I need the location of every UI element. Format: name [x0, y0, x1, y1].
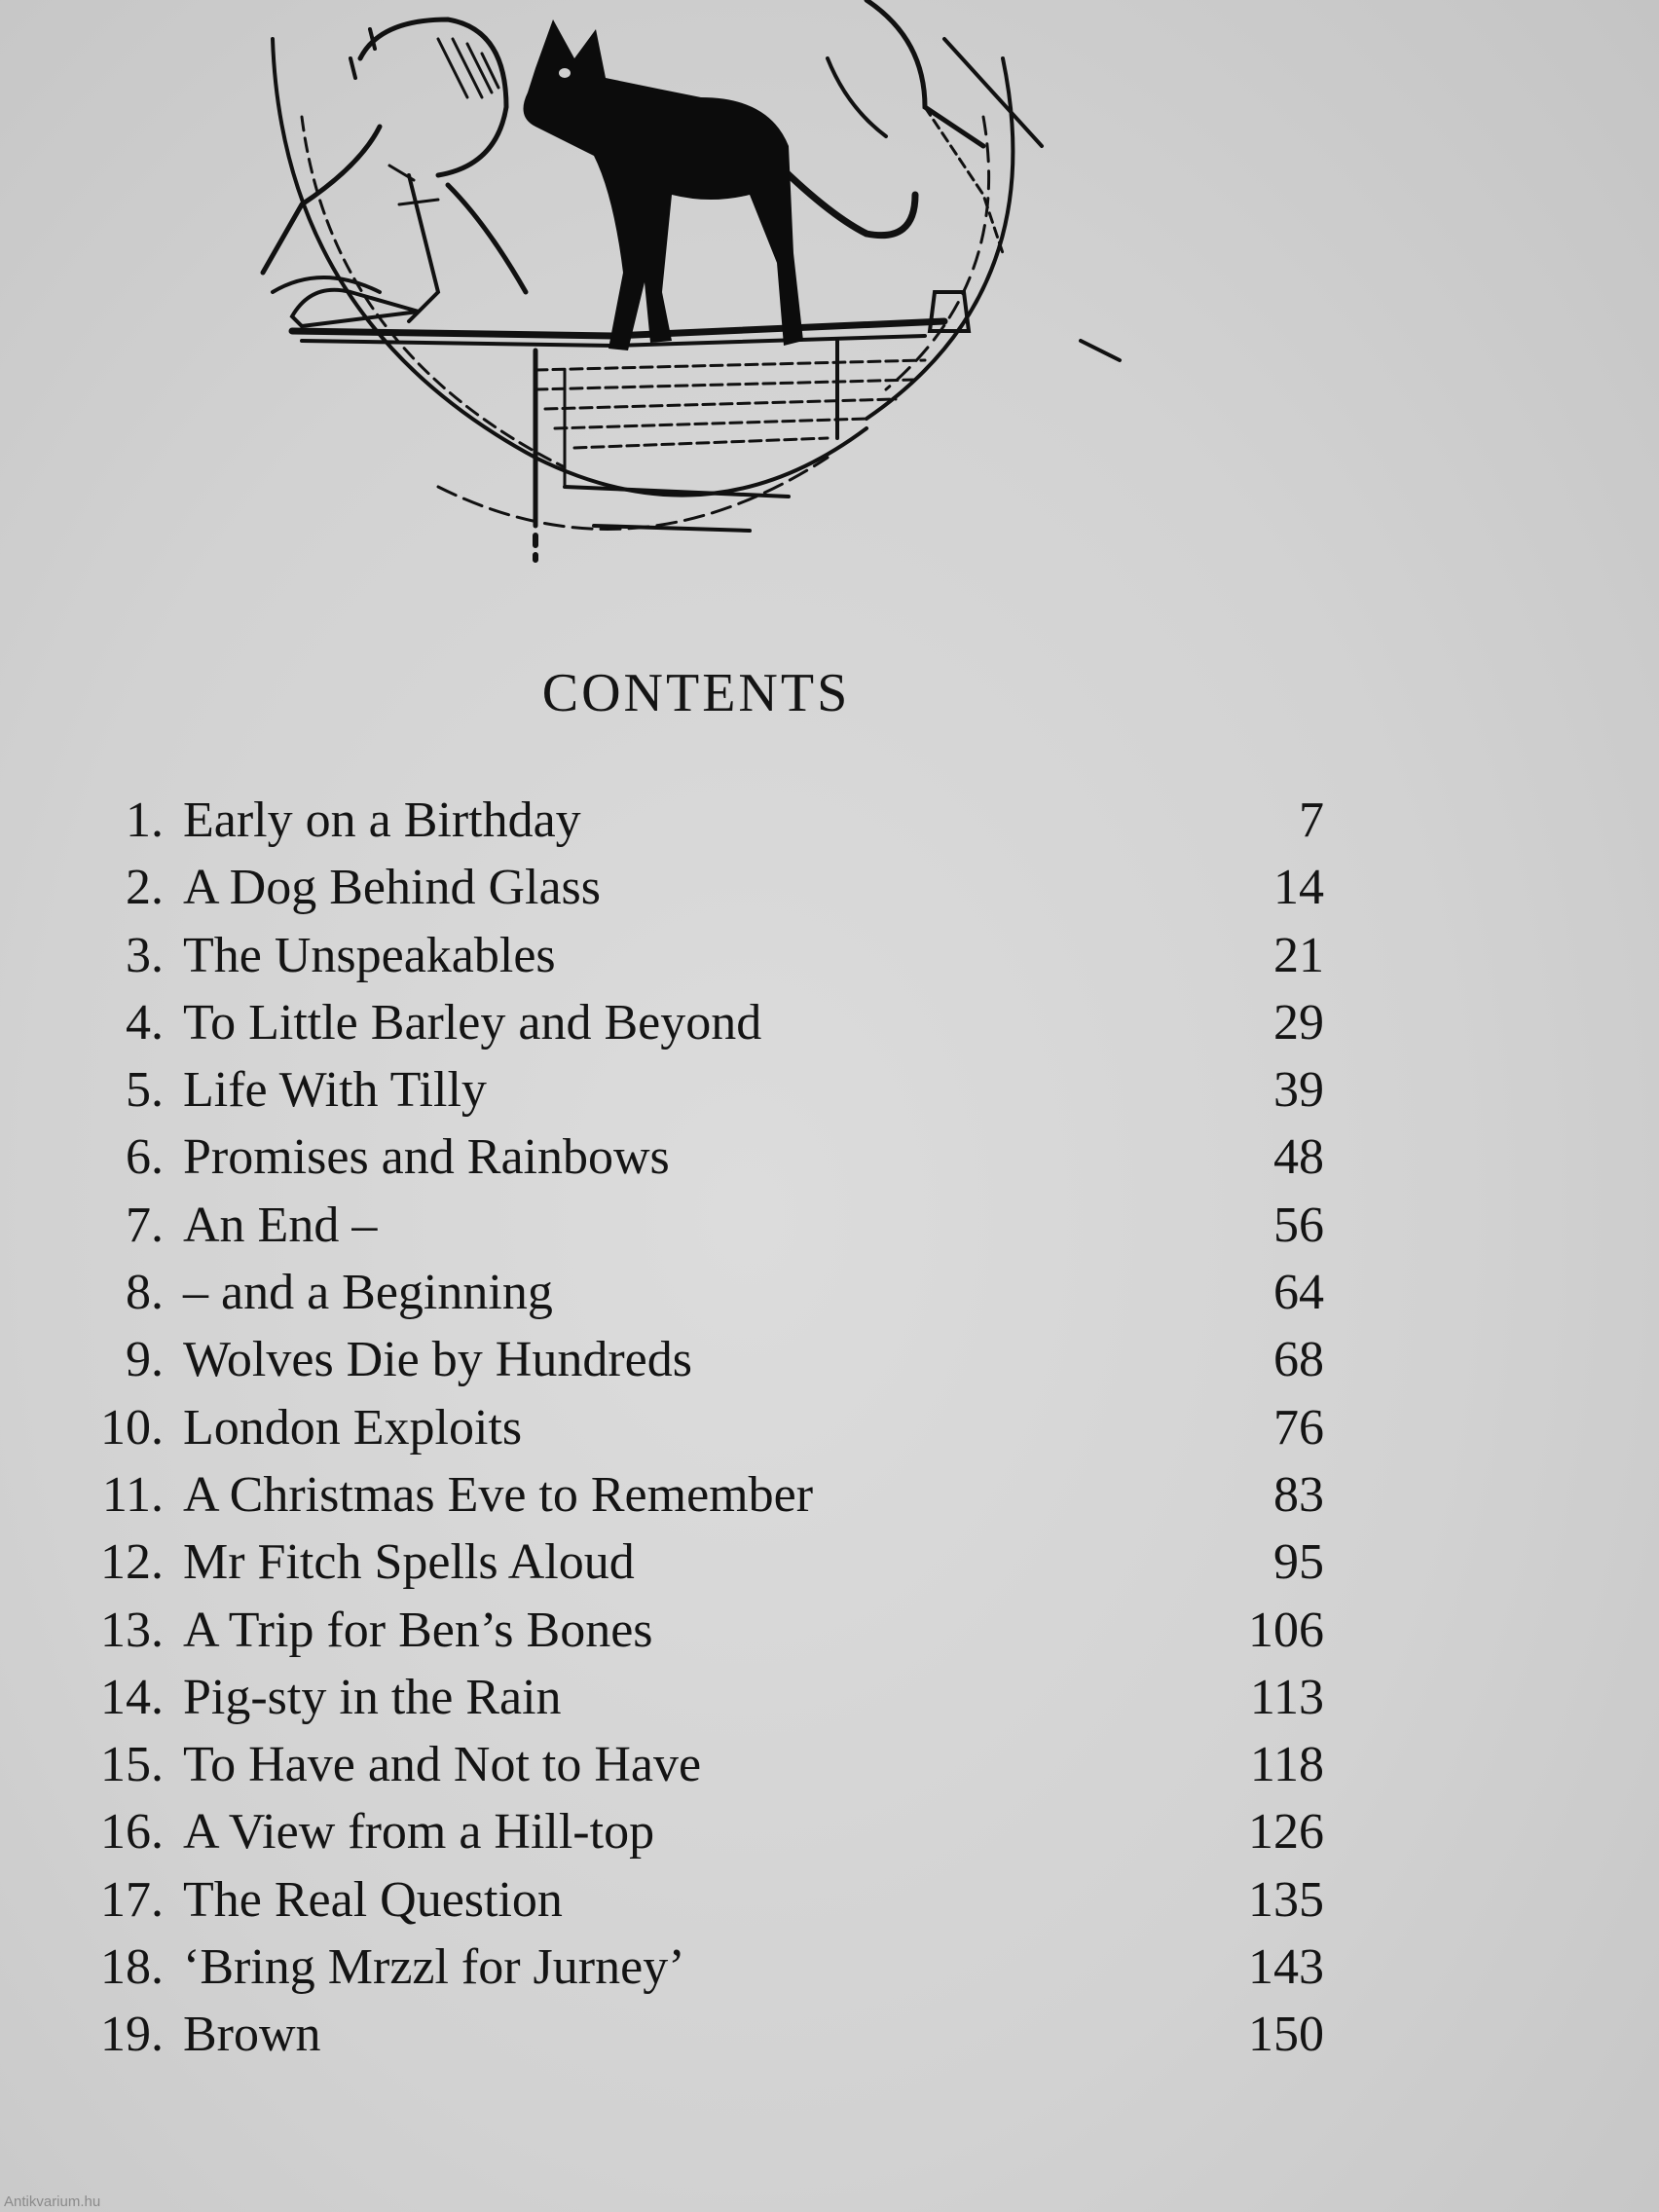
chapter-page: 7: [1299, 793, 1324, 848]
chapter-number: 16.: [100, 1804, 164, 1861]
chapter-number: 12.: [100, 1534, 164, 1591]
toc-row: [78, 1664, 1324, 1731]
chapter-number: 15.: [100, 1737, 164, 1793]
chapter-number: 19.: [100, 2007, 164, 2063]
chapter-page: 150: [1248, 2007, 1324, 2063]
chapter-number: 6.: [126, 1129, 164, 1186]
chapter-page: 48: [1273, 1129, 1324, 1186]
toc-row: [78, 1597, 1324, 1664]
chapter-number: 2.: [126, 860, 164, 916]
chapter-page: 83: [1273, 1466, 1324, 1523]
chapter-number: 17.: [100, 1871, 164, 1928]
chapter-number: 18.: [100, 1939, 164, 1996]
chapter-title: An End –: [183, 1197, 378, 1253]
chapter-page: 21: [1273, 927, 1324, 983]
chapter-page: 29: [1273, 994, 1324, 1051]
chapter-page: 126: [1248, 1804, 1324, 1861]
chapter-page: 113: [1249, 1669, 1324, 1725]
chapter-title: A View from a Hill-top: [183, 1804, 655, 1861]
chapter-title: Pig-sty in the Rain: [183, 1669, 562, 1725]
toc-row: [78, 1394, 1324, 1461]
dog-illustration-icon: [243, 0, 1168, 574]
chapter-page: 143: [1248, 1939, 1324, 1996]
chapter-title: – and a Beginning: [183, 1265, 553, 1321]
chapter-page: 76: [1273, 1399, 1324, 1456]
chapter-title: The Real Question: [183, 1871, 563, 1928]
chapter-title: Promises and Rainbows: [183, 1129, 670, 1186]
toc-row: [78, 2001, 1324, 2068]
toc-row: [78, 787, 1324, 854]
toc-row: [78, 1934, 1324, 2001]
chapter-page: 68: [1273, 1332, 1324, 1388]
chapter-number: 8.: [126, 1265, 164, 1321]
chapter-title: Mr Fitch Spells Aloud: [183, 1534, 635, 1591]
chapter-page: 14: [1273, 860, 1324, 916]
chapter-title: A Dog Behind Glass: [183, 860, 601, 916]
chapter-title: To Little Barley and Beyond: [183, 994, 762, 1051]
chapter-title: To Have and Not to Have: [183, 1737, 702, 1793]
chapter-page: 56: [1273, 1197, 1324, 1253]
toc-row: [78, 1798, 1324, 1865]
chapter-number: 1.: [126, 793, 164, 848]
chapter-page: 135: [1248, 1871, 1324, 1928]
toc-row: [78, 1731, 1324, 1798]
chapter-title: London Exploits: [183, 1399, 523, 1456]
toc-row: [78, 1192, 1324, 1259]
watermark: Antikvarium.hu: [4, 2194, 101, 2210]
chapter-title: Brown: [183, 2007, 321, 2063]
toc-row: [78, 854, 1324, 921]
chapter-number: 11.: [101, 1466, 164, 1523]
chapter-number: 7.: [126, 1197, 164, 1253]
page-title: CONTENTS: [541, 663, 851, 723]
chapter-page: 64: [1273, 1265, 1324, 1321]
chapter-number: 13.: [100, 1602, 164, 1658]
chapter-title: Wolves Die by Hundreds: [183, 1332, 692, 1388]
toc-row: [78, 989, 1324, 1056]
chapter-title: Early on a Birthday: [183, 793, 581, 848]
chapter-number: 14.: [100, 1669, 164, 1725]
chapter-number: 4.: [126, 994, 164, 1051]
chapter-page: 95: [1273, 1534, 1324, 1591]
chapter-number: 10.: [100, 1399, 164, 1456]
chapter-page: 106: [1248, 1602, 1324, 1658]
chapter-page: 39: [1273, 1062, 1324, 1119]
toc-row: [78, 1056, 1324, 1124]
chapter-page: 118: [1249, 1737, 1324, 1793]
chapter-title: Life With Tilly: [183, 1062, 487, 1119]
chapter-title: ‘Bring Mrzzl for Jurney’: [183, 1939, 685, 1996]
chapter-number: 9.: [126, 1332, 164, 1388]
toc-row: [78, 922, 1324, 989]
toc-row: [78, 1461, 1324, 1529]
toc-row: [78, 1529, 1324, 1596]
toc-row: [78, 1326, 1324, 1393]
chapter-title: A Christmas Eve to Remember: [183, 1466, 814, 1523]
chapter-number: 5.: [126, 1062, 164, 1119]
toc-row: [78, 1124, 1324, 1191]
toc-row: [78, 1866, 1324, 1934]
chapter-title: A Trip for Ben’s Bones: [183, 1602, 653, 1658]
chapter-title: The Unspeakables: [183, 927, 556, 983]
chapter-number: 3.: [126, 927, 164, 983]
toc-row: [78, 1259, 1324, 1326]
table-of-contents: [78, 787, 1324, 2069]
